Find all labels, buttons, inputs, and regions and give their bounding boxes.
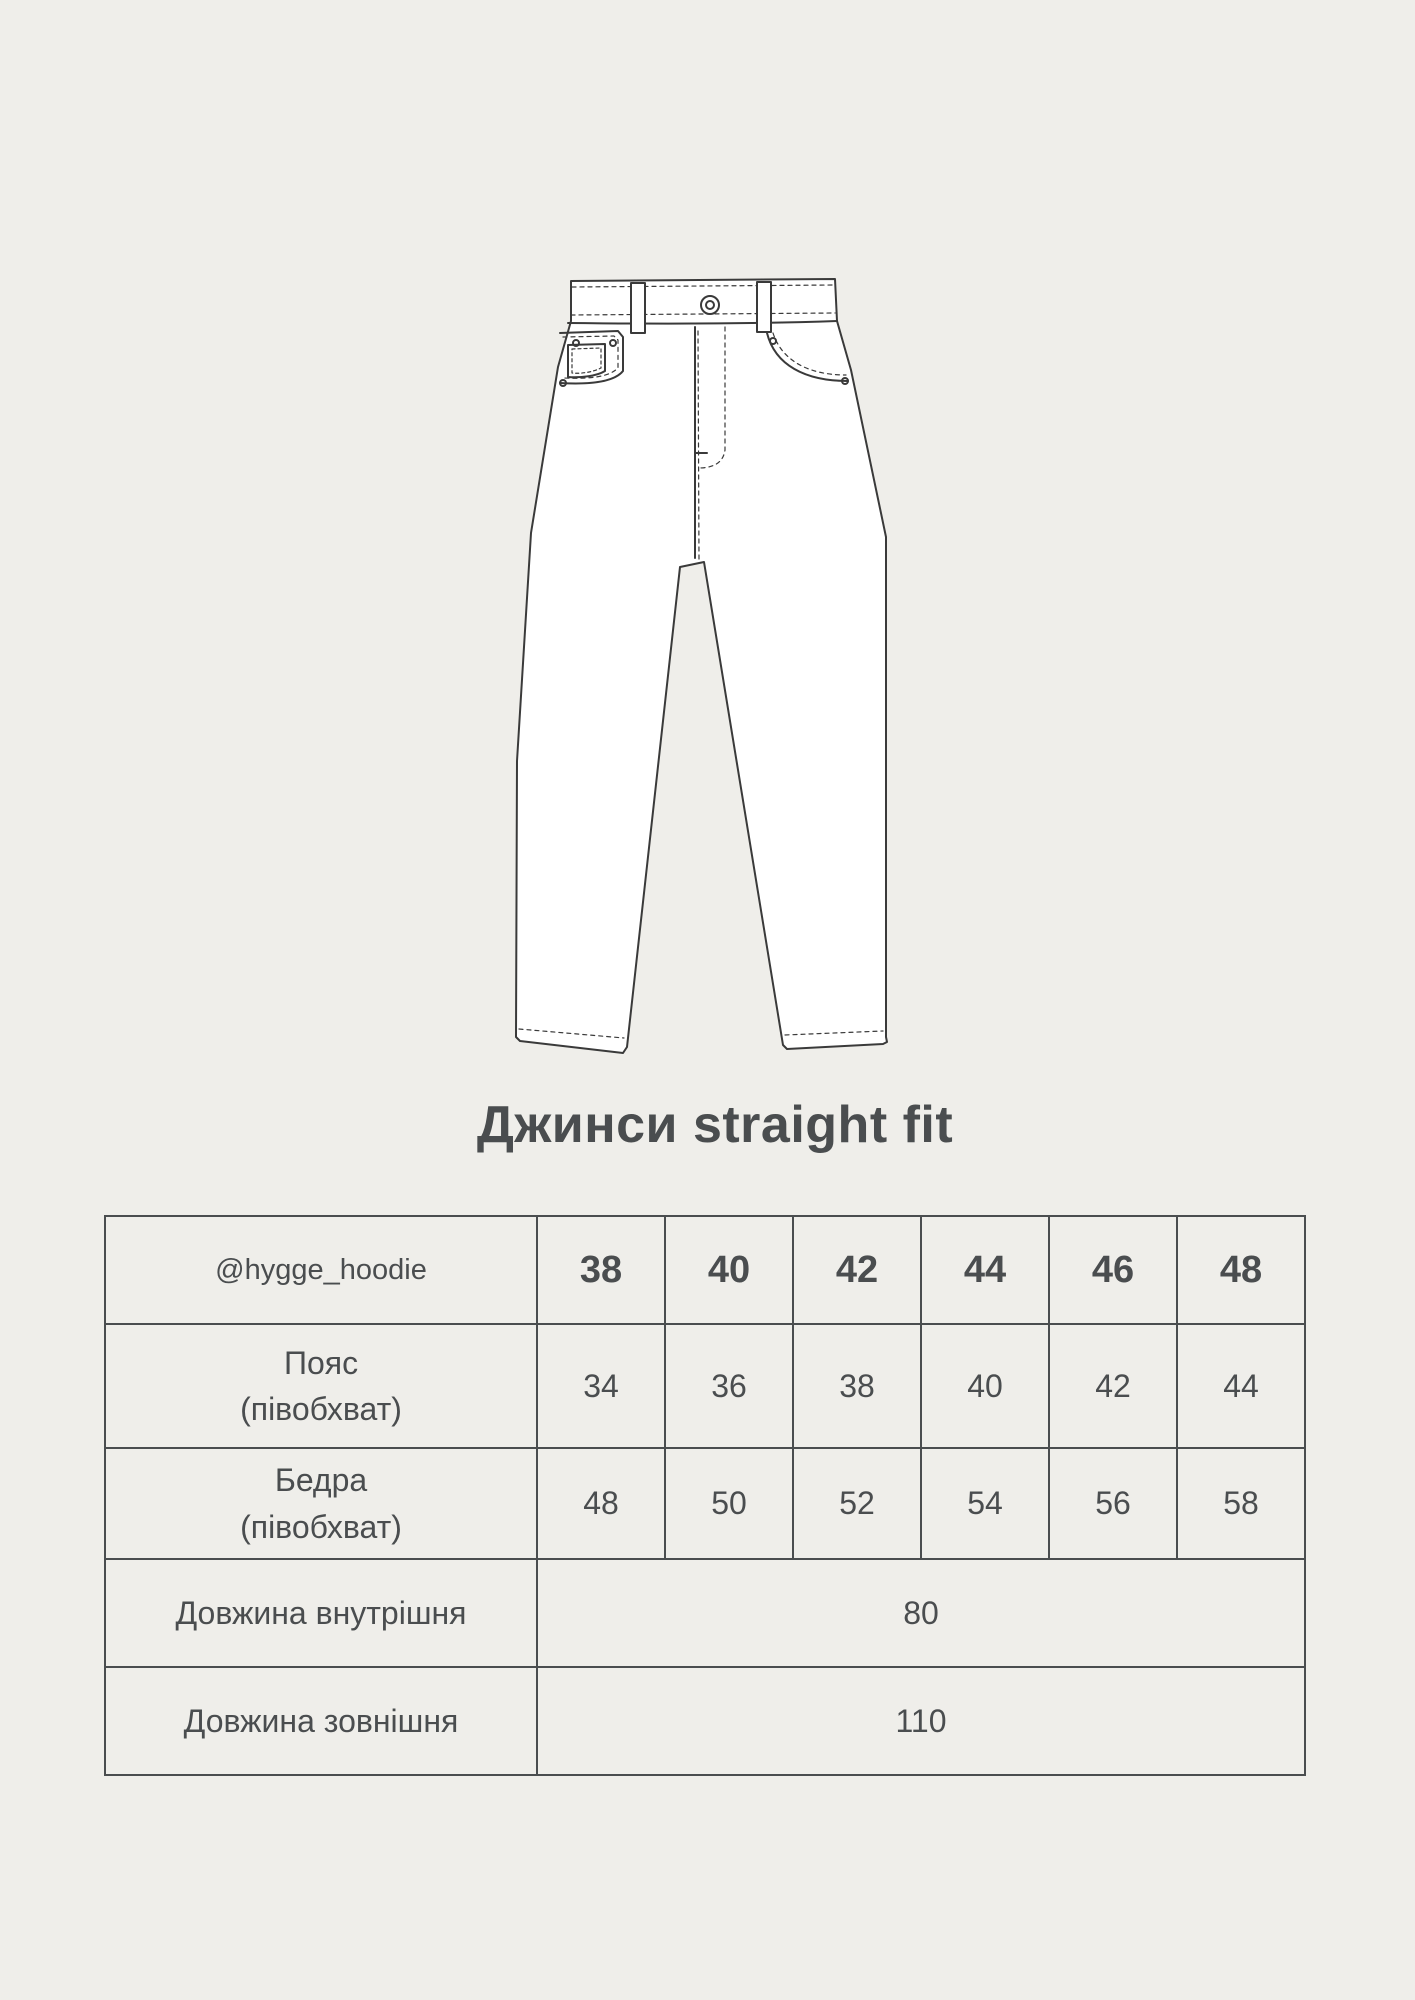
table-row-inseam xyxy=(105,1559,1305,1667)
waist-value: 38 xyxy=(793,1324,921,1448)
size-chart-table xyxy=(104,1215,1306,1776)
waist-label-line2: (півобхват) xyxy=(240,1391,402,1427)
inseam-label: Довжина внутрішня xyxy=(105,1559,537,1667)
size-header-38: 38 xyxy=(537,1216,665,1324)
waist-value: 40 xyxy=(921,1324,1049,1448)
hips-value: 52 xyxy=(793,1448,921,1559)
table-row-hips xyxy=(105,1448,1305,1559)
size-header-46: 46 xyxy=(1049,1216,1177,1324)
inseam-value: 80 xyxy=(537,1559,1305,1667)
hips-value: 58 xyxy=(1177,1448,1305,1559)
jeans-outline xyxy=(516,279,887,1053)
waist-label xyxy=(105,1324,537,1448)
brand-handle: @hygge_hoodie xyxy=(105,1216,537,1324)
table-header-row xyxy=(105,1216,1305,1324)
page-title: Джинси straight fit xyxy=(476,1096,954,1154)
size-header-48: 48 xyxy=(1177,1216,1305,1324)
hips-label-line2: (півобхват) xyxy=(240,1508,402,1545)
jeans-sketch-icon xyxy=(505,275,905,1060)
waist-value: 34 xyxy=(537,1324,665,1448)
hips-label xyxy=(105,1448,537,1559)
hips-value: 56 xyxy=(1049,1448,1177,1559)
hips-value: 54 xyxy=(921,1448,1049,1559)
table-row-waist xyxy=(105,1324,1305,1448)
table-row-outseam xyxy=(105,1667,1305,1775)
hips-value: 50 xyxy=(665,1448,793,1559)
waist-value: 42 xyxy=(1049,1324,1177,1448)
size-header-42: 42 xyxy=(793,1216,921,1324)
waist-label-line1: Пояс xyxy=(283,1344,359,1381)
outseam-value: 110 xyxy=(537,1667,1305,1775)
waist-value: 36 xyxy=(665,1324,793,1448)
outseam-label: Довжина зовнішня xyxy=(105,1667,537,1775)
hips-value: 48 xyxy=(537,1448,665,1559)
size-header-44: 44 xyxy=(921,1216,1049,1324)
waist-value: 44 xyxy=(1177,1324,1305,1448)
hips-label-line1: Бедра xyxy=(274,1462,368,1499)
size-header-40: 40 xyxy=(665,1216,793,1324)
